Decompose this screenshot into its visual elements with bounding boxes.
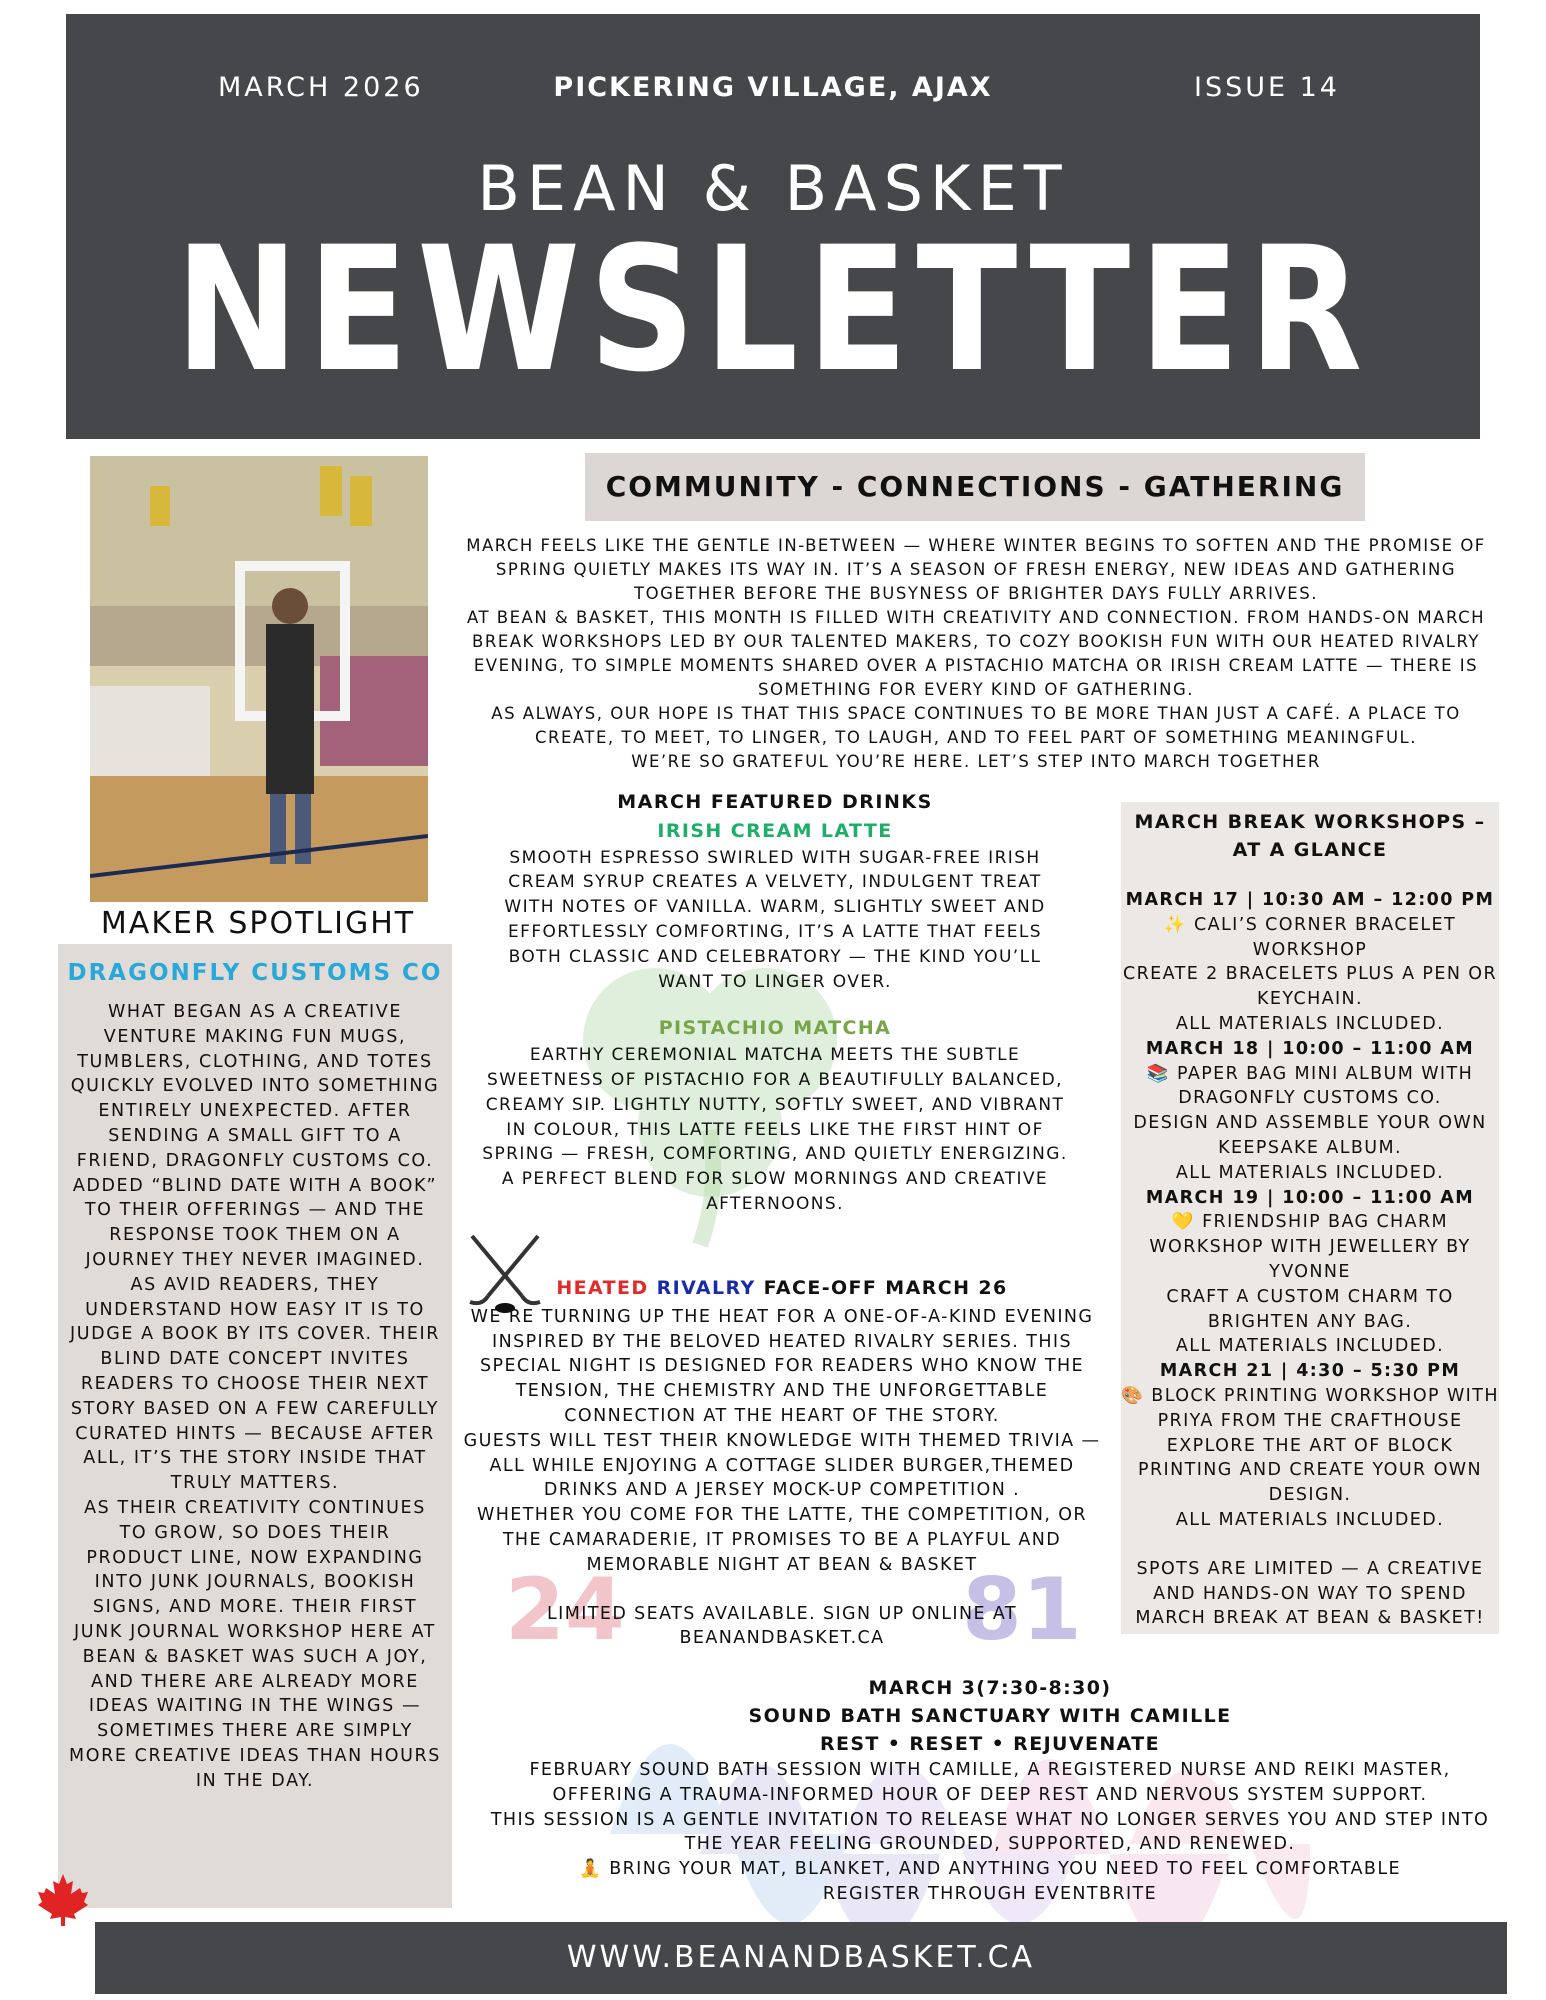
rivalry-title-rivalry: RIVALRY — [656, 1277, 756, 1299]
workshop-title: PAPER BAG MINI ALBUM WITH DRAGONFLY CUSTOMS CO. — [1177, 1063, 1474, 1109]
workshop-note: ALL MATERIALS INCLUDED. — [1175, 1162, 1445, 1183]
maker-paragraph: WHAT BEGAN AS A CREATIVE VENTURE MAKING FUN MUGS, TUMBLERS, CLOTHING, AND TOTES QUICKLY EVOLVED INTO SOMETHING ENTIRELY UNEXPECTED. AFTER SENDING A SMALL GIFT TO A FRIEND, DRAGONFLY CUSTOMS CO. ADDED “BLIND DATE WITH A BOOK” TO THEIR OFFERINGS — AND THE RESPONSE TOOK THEM ON A JOURNEY THEY NEVER IMAGINED. — [70, 1002, 440, 1270]
workshop-name — [1121, 1210, 1499, 1284]
workshops-box — [1121, 802, 1499, 1634]
sound-bath-bring-text: BRING YOUR MAT, BLANKET, AND ANYTHING YOU NEED TO FEEL COMFORTABLE — [609, 1859, 1401, 1880]
drinks-title: MARCH FEATURED DRINKS — [617, 791, 933, 813]
maker-photo — [90, 456, 428, 902]
heated-rivalry-section — [462, 1276, 1102, 1651]
workshop-name — [1121, 1384, 1499, 1434]
intro-paragraph: AT BEAN & BASKET, THIS MONTH IS FILLED WITH CREATIVITY AND CONNECTION. FROM HANDS-ON MARCH BREAK WORKSHOPS LED BY OUR TALENTED MAKERS, TO COZY BOOKISH FUN WITH OUR HEATED RIVALRY EVENING, TO SIMPLE MOMENTS SHARED OVER A PISTACHIO MATCHA OR IRISH CREAM LATTE — THERE IS SOMETHING FOR EVERY KIND OF GATHERING. — [466, 608, 1486, 699]
workshop-title: CALI’S CORNER BRACELET WORKSHOP — [1194, 914, 1457, 960]
workshop-date: MARCH 19 | 10:00 – 11:00 AM — [1145, 1187, 1475, 1208]
maker-name: DRAGONFLY CUSTOMS CO — [67, 960, 443, 986]
rivalry-paragraph: GUESTS WILL TEST THEIR KNOWLEDGE WITH THEMED TRIVIA — ALL WHILE ENJOYING A COTTAGE SLIDER BURGER,THEMED DRINKS AND A JERSEY MOCK-UP COMPETITION . — [463, 1430, 1101, 1501]
rivalry-title — [462, 1276, 1102, 1301]
rivalry-paragraph: WHETHER YOU COME FOR THE LATTE, THE COMPETITION, OR THE CAMARADERIE, IT PROMISES TO BE A PLAYFUL AND MEMORABLE NIGHT AT BEAN & BASKET — [477, 1505, 1087, 1575]
rivalry-signup: LIMITED SEATS AVAILABLE. SIGN UP ONLINE AT BEANANDBASKET.CA — [547, 1603, 1017, 1649]
rivalry-title-rest: FACE-OFF MARCH 26 — [763, 1277, 1008, 1299]
community-intro — [450, 534, 1502, 774]
drink-description: EARTHY CEREMONIAL MATCHA MEETS THE SUBTLE SWEETNESS OF PISTACHIO FOR A BEAUTIFULLY BALANCED, CREAMY SIP. LIGHTLY NUTTY, SOFTLY SWEET, AND VIBRANT IN COLOUR, THIS LATTE FEELS LIKE THE FIRST HINT OF SPRING — FRESH, COMFORTING, AND QUIETLY ENERGIZING. A PERFECT BLEND FOR SLOW MORNINGS AND CREATIVE AFTERNOONS. — [482, 1045, 1068, 1214]
rivalry-title-heated: HEATED — [556, 1277, 649, 1299]
intro-paragraph: WE’RE SO GRATEFUL YOU’RE HERE. LET’S STEP INTO MARCH TOGETHER — [631, 752, 1321, 771]
workshop-desc: CREATE 2 BRACELETS PLUS A PEN OR KEYCHAIN. — [1122, 964, 1498, 1010]
maker-spotlight-label: MAKER SPOTLIGHT — [100, 906, 416, 941]
workshops-footnote: SPOTS ARE LIMITED — A CREATIVE AND HANDS-ON WAY TO SPEND MARCH BREAK AT BEAN & BASKET! — [1135, 1558, 1485, 1629]
workshop-note: ALL MATERIALS INCLUDED. — [1175, 1013, 1445, 1034]
jersey-number-24: 24 — [505, 1560, 625, 1660]
issue-date: MARCH 2026 — [218, 72, 424, 103]
jersey-number-81: 81 — [962, 1560, 1082, 1660]
workshop-item — [1121, 1037, 1499, 1186]
books-icon: 📚 — [1146, 1063, 1171, 1084]
workshop-date: MARCH 17 | 10:30 AM – 12:00 PM — [1125, 890, 1495, 910]
meditation-icon: 🧘 — [579, 1859, 603, 1880]
community-banner: COMMUNITY - CONNECTIONS - GATHERING — [585, 453, 1365, 521]
workshop-note: ALL MATERIALS INCLUDED. — [1175, 1336, 1445, 1357]
newsletter-header — [66, 14, 1480, 439]
brand-name: BEAN & BASKET — [477, 152, 1069, 225]
workshop-desc: DESIGN AND ASSEMBLE YOUR OWN KEEPSAKE ALBUM. — [1133, 1113, 1487, 1158]
intro-paragraph: AS ALWAYS, OUR HOPE IS THAT THIS SPACE CONTINUES TO BE MORE THAN JUST A CAFÉ. A PLACE TO CREATE, TO MEET, TO LINGER, TO LAUGH, AND TO FEEL PART OF SOMETHING MEANINGFUL. — [491, 704, 1461, 747]
newsletter-title: NEWSLETTER — [175, 209, 1371, 410]
workshop-title: BLOCK PRINTING WORKSHOP WITH PRIYA FROM THE CRAFTHOUSE — [1151, 1385, 1499, 1431]
intro-paragraph: MARCH FEELS LIKE THE GENTLE IN-BETWEEN — WHERE WINTER BEGINS TO SOFTEN AND THE PROMISE OF SPRING QUIETLY MAKES ITS WAY IN. IT’S A SEASON OF FRESH ENERGY, NEW IDEAS AND GATHERING TOGETHER BEFORE THE BUSYNESS OF BRIGHTER DAYS FULLY ARRIVES. — [466, 536, 1486, 603]
maple-leaf-icon — [36, 1872, 90, 1926]
workshop-item — [1121, 888, 1499, 1037]
heart-icon: 💛 — [1171, 1212, 1196, 1233]
issue-number: ISSUE 14 — [1193, 72, 1340, 103]
footer-website[interactable]: WWW.BEANANDBASKET.CA — [95, 1922, 1507, 1994]
sound-bath-bring — [490, 1857, 1490, 1882]
rivalry-paragraph: WE’RE TURNING UP THE HEAT FOR A ONE-OF-A-KIND EVENING INSPIRED BY THE BELOVED HEATED RIVALRY SERIES. THIS SPECIAL NIGHT IS DESIGNED FOR READERS WHO KNOW THE TENSION, THE CHEMISTRY AND THE UNFORGETTABLE CONNECTION AT THE HEART OF THE STORY. — [470, 1306, 1094, 1426]
featured-drinks — [480, 790, 1070, 1217]
sound-bath-register: REGISTER THROUGH EVENTBRITE — [822, 1883, 1158, 1904]
workshop-desc: CRAFT A CUSTOM CHARM TO BRIGHTEN ANY BAG. — [1166, 1286, 1454, 1332]
workshop-desc: EXPLORE THE ART OF BLOCK PRINTING AND CREATE YOUR OWN DESIGN. — [1138, 1435, 1482, 1506]
drink-name: PISTACHIO MATCHA — [658, 1017, 892, 1040]
sound-bath-paragraph: FEBRUARY SOUND BATH SESSION WITH CAMILLE, A REGISTERED NURSE AND REIKI MASTER, OFFERING A TRAUMA-INFORMED HOUR OF DEEP REST AND NERVOUS SYSTEM SUPPORT. — [529, 1760, 1451, 1805]
sound-bath-when: MARCH 3(7:30-8:30) — [868, 1677, 1112, 1699]
workshop-date: MARCH 18 | 10:00 – 11:00 AM — [1145, 1038, 1475, 1059]
sound-bath-section — [490, 1674, 1490, 1907]
drink-name: IRISH CREAM LATTE — [657, 819, 893, 842]
sparkles-icon: ✨ — [1163, 914, 1188, 935]
workshop-name — [1121, 913, 1499, 963]
workshop-name — [1121, 1062, 1499, 1112]
sound-bath-title: SOUND BATH SANCTUARY WITH CAMILLE — [748, 1705, 1232, 1727]
sound-bath-tagline: REST • RESET • REJUVENATE — [819, 1733, 1161, 1755]
workshop-item — [1121, 1359, 1499, 1533]
workshops-title: MARCH BREAK WORKSHOPS – AT A GLANCE — [1134, 811, 1486, 861]
maker-spotlight-box — [58, 944, 452, 1908]
location: PICKERING VILLAGE, AJAX — [553, 72, 993, 103]
workshop-note: ALL MATERIALS INCLUDED. — [1175, 1509, 1445, 1530]
workshop-date: MARCH 21 | 4:30 – 5:30 PM — [1159, 1361, 1461, 1382]
workshop-title: FRIENDSHIP BAG CHARM WORKSHOP WITH JEWELLERY BY YVONNE — [1149, 1212, 1471, 1282]
palette-icon: 🎨 — [1121, 1385, 1145, 1406]
drink-description: SMOOTH ESPRESSO SWIRLED WITH SUGAR-FREE IRISH CREAM SYRUP CREATES A VELVETY, INDULGENT TREAT WITH NOTES OF VANILLA. WARM, SLIGHTLY SWEET AND EFFORTLESSLY COMFORTING, IT’S A LATTE THAT FEELS BOTH CLASSIC AND CELEBRATORY — THE KIND YOU’LL WANT TO LINGER OVER. — [504, 847, 1046, 992]
sound-bath-paragraph: THIS SESSION IS A GENTLE INVITATION TO RELEASE WHAT NO LONGER SERVES YOU AND STEP INTO THE YEAR FEELING GROUNDED, SUPPORTED, AND RENEWED. — [490, 1809, 1490, 1855]
maker-story — [58, 1000, 452, 1794]
workshop-item — [1121, 1186, 1499, 1360]
maker-paragraph: AS AVID READERS, THEY UNDERSTAND HOW EASY IT IS TO JUDGE A BOOK BY ITS COVER. THEIR BLIND DATE CONCEPT INVITES READERS TO CHOOSE THEIR NEXT STORY BASED ON A FEW CAREFULLY CURATED HINTS — BECAUSE AFTER ALL, IT’S THE STORY INSIDE THAT TRULY MATTERS. — [69, 1274, 441, 1494]
maker-paragraph: AS THEIR CREATIVITY CONTINUES TO GROW, SO DOES THEIR PRODUCT LINE, NOW EXPANDING INTO JUNK JOURNALS, BOOKISH SIGNS, AND MORE. THEIR FIRST JUNK JOURNAL WORKSHOP HERE AT BEAN & BASKET WAS SUCH A JOY, AND THERE ARE ALREADY MORE IDEAS WAITING IN THE WINGS — SOMETIMES THERE ARE SIMPLY MORE CREATIVE IDEAS THAN HOURS IN THE DAY. — [69, 1497, 441, 1791]
